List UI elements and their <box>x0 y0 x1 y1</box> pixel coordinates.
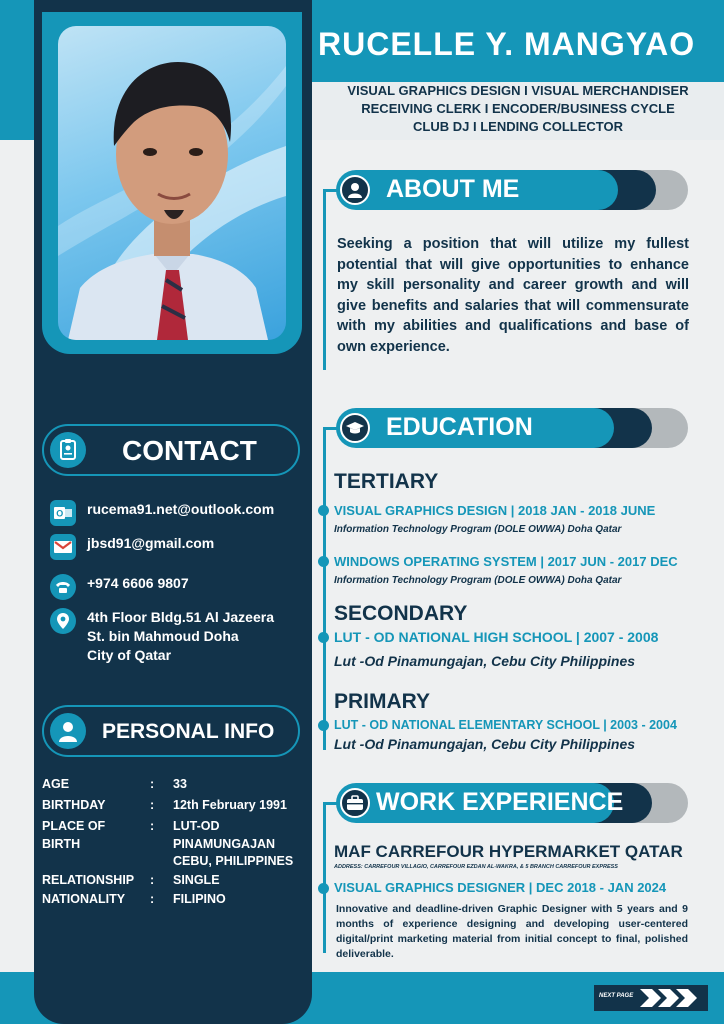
info-colon: : <box>150 892 155 906</box>
work-title: WORK EXPERIENCE <box>376 788 624 816</box>
education-entry-title: LUT - OD NATIONAL ELEMENTARY SCHOOL | 2003 - 2004 <box>334 718 677 732</box>
info-colon: : <box>150 873 155 887</box>
contact-item <box>50 534 214 560</box>
next-page-button[interactable] <box>594 985 708 1011</box>
work-description: Innovative and deadline-driven Graphic Designer with 5 years and 9 months of experience designing and developing user-centered digital/print marketing material from initial concept to final, polished deliverable. <box>336 903 688 960</box>
contact-phone[interactable]: +974 6606 9807 <box>87 575 189 591</box>
timeline-dot <box>318 720 329 731</box>
graduation-cap-icon <box>340 413 370 443</box>
info-row <box>42 797 312 815</box>
timeline-line <box>323 803 326 953</box>
briefcase-icon <box>340 788 370 818</box>
gmail-icon <box>50 534 76 560</box>
work-role: VISUAL GRAPHICS DESIGNER | DEC 2018 - JAN 2024 <box>334 880 667 895</box>
candidate-name: RUCELLE Y. MANGYAO <box>318 26 696 62</box>
person-icon <box>50 713 86 749</box>
info-value: 33 <box>173 777 187 791</box>
contact-item <box>50 574 189 600</box>
job-titles <box>318 82 718 136</box>
id-badge-icon <box>50 432 86 468</box>
info-row <box>42 818 312 870</box>
personal-info-header <box>42 705 300 757</box>
info-label: RELATIONSHIP <box>42 873 135 887</box>
address-line: City of Qatar <box>87 647 172 663</box>
about-title: ABOUT ME <box>386 175 520 203</box>
education-entry-title: LUT - OD NATIONAL HIGH SCHOOL | 2007 - 2008 <box>334 629 659 645</box>
contact-email[interactable]: rucema91.net@outlook.com <box>87 501 275 517</box>
education-entry-location: Lut -Od Pinamungajan, Cebu City Philippines <box>334 736 636 752</box>
education-entry-subtitle: Information Technology Program (DOLE OWWA) Doha Qatar <box>334 575 622 586</box>
about-text: Seeking a position that will utilize my fullest potential that will give opportunities to enhance my skill personality and career growth and will give benefits and salaries that will commensurate with my abilities and qualifications and base of own experience. <box>337 236 689 355</box>
education-title: EDUCATION <box>386 413 533 441</box>
info-row <box>42 872 312 890</box>
location-pin-icon <box>50 608 76 634</box>
phone-icon <box>50 574 76 600</box>
outlook-icon <box>50 500 76 526</box>
info-label: BIRTHDAY <box>42 798 106 812</box>
timeline-line <box>323 190 326 370</box>
info-value: SINGLE <box>173 873 220 887</box>
work-header <box>336 783 688 823</box>
education-header <box>336 408 688 448</box>
info-value: FILIPINO <box>173 892 226 906</box>
job-titles-line: VISUAL GRAPHICS DESIGN I VISUAL MERCHANDISER <box>347 83 689 98</box>
contact-title: CONTACT <box>122 435 257 466</box>
info-colon: : <box>150 798 155 812</box>
timeline-dot <box>318 883 329 894</box>
contact-address <box>87 608 274 665</box>
job-titles-line: RECEIVING CLERK I ENCODER/BUSINESS CYCLE <box>361 101 675 116</box>
info-colon: : <box>150 777 155 791</box>
education-entry-title: VISUAL GRAPHICS DESIGN | 2018 JAN - 2018 JUNE <box>334 503 656 518</box>
info-colon: : <box>150 819 155 833</box>
timeline-dot <box>318 505 329 516</box>
contact-item <box>50 500 274 526</box>
education-entry-title: WINDOWS OPERATING SYSTEM | 2017 JUN - 2017 DEC <box>334 554 678 569</box>
address-line: 4th Floor Bldg.51 Al Jazeera <box>87 609 274 625</box>
timeline-dot <box>318 632 329 643</box>
user-icon <box>340 175 370 205</box>
info-value: LUT-OD PINAMUNGAJAN CEBU, PHILIPPINES <box>173 819 294 868</box>
education-entry-location: Lut -Od Pinamungajan, Cebu City Philippines <box>334 653 636 669</box>
contact-header <box>42 424 300 476</box>
chevrons-right-icon <box>638 987 704 1009</box>
timeline-tick <box>323 802 337 805</box>
work-address: ADDRESS: CARREFOUR VILLAGIO, CARREFOUR EZDAN AL-WAKRA, & 5 BRANCH CARREFOUR EXPRESS <box>334 864 618 870</box>
timeline-dot <box>318 556 329 567</box>
personal-info-title: PERSONAL INFO <box>102 720 275 743</box>
timeline-tick <box>323 427 337 430</box>
profile-photo <box>58 26 286 340</box>
education-entry-subtitle: Information Technology Program (DOLE OWWA) Doha Qatar <box>334 524 622 535</box>
next-page-label: NEXT PAGE <box>599 993 634 999</box>
info-label: NATIONALITY <box>42 892 126 906</box>
work-company: MAF CARREFOUR HYPERMARKET QATAR <box>334 842 683 861</box>
primary-heading: PRIMARY <box>334 690 431 713</box>
job-titles-line: CLUB DJ I LENDING COLLECTOR <box>413 119 623 134</box>
info-row <box>42 891 312 909</box>
contact-item <box>50 608 274 665</box>
timeline-line <box>323 428 326 750</box>
contact-email[interactable]: jbsd91@gmail.com <box>87 535 215 551</box>
info-label: PLACE OF BIRTH <box>42 819 106 851</box>
svg-text:O: O <box>56 508 64 519</box>
address-line: St. bin Mahmoud Doha <box>87 628 239 644</box>
info-value: 12th February 1991 <box>173 798 287 812</box>
tertiary-heading: TERTIARY <box>334 470 439 493</box>
timeline-tick <box>323 189 337 192</box>
info-row <box>42 776 312 794</box>
about-header <box>336 170 688 210</box>
secondary-heading: SECONDARY <box>334 602 468 625</box>
info-label: AGE <box>42 777 70 791</box>
